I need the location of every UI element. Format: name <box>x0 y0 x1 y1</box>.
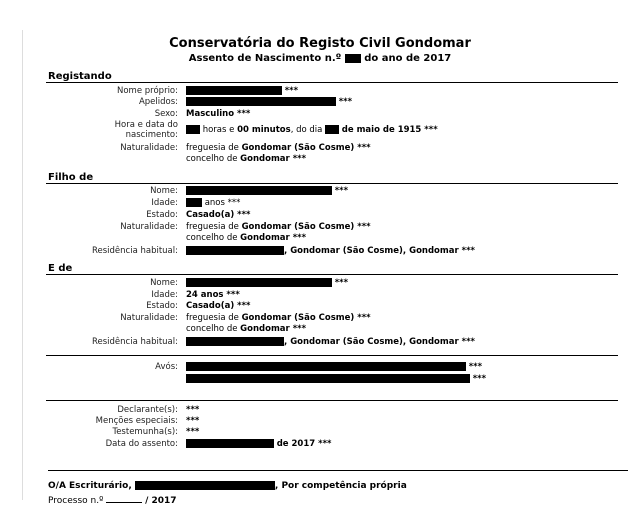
divider <box>46 82 618 83</box>
avos-line-1: *** <box>186 362 482 372</box>
hora-data-label-1: Hora e data do <box>114 120 178 130</box>
nome-proprio-label: Nome próprio: <box>117 86 178 96</box>
page-edge-shadow <box>22 30 23 500</box>
pai-residencia-value: , Gondomar (São Cosme), Gondomar *** <box>186 246 475 256</box>
naturalidade-concelho: concelho de Gondomar *** <box>186 154 307 164</box>
hora-data-label-2: nascimento: <box>125 130 178 140</box>
pai-idade-value: anos *** <box>186 198 240 208</box>
redaction-box <box>186 278 332 287</box>
pai-estado-value: Casado(a) *** <box>186 210 251 220</box>
declarantes-value: *** <box>186 405 200 415</box>
naturalidade-label: Naturalidade: <box>120 143 178 153</box>
mae-naturalidade-freguesia: freguesia de Gondomar (São Cosme) *** <box>186 313 371 323</box>
mae-idade-value: 24 anos *** <box>186 290 240 300</box>
section-registando: Registando <box>48 71 112 82</box>
redaction-box <box>135 481 275 490</box>
avos-line-2: *** <box>186 374 486 384</box>
mae-idade-label: Idade: <box>151 290 178 300</box>
subtitle-suffix: do ano de 2017 <box>364 53 452 64</box>
testemunhas-value: *** <box>186 427 200 437</box>
pai-nome-label: Nome: <box>150 186 178 196</box>
divider <box>46 183 618 184</box>
mae-naturalidade-label: Naturalidade: <box>120 313 178 323</box>
apelidos-value: *** <box>186 97 352 107</box>
pai-naturalidade-concelho: concelho de Gondomar *** <box>186 233 307 243</box>
section-e-de: E de <box>48 263 73 274</box>
pai-idade-label: Idade: <box>151 198 178 208</box>
divider <box>46 274 618 275</box>
mae-nome-label: Nome: <box>150 278 178 288</box>
mencoes-label: Menções especiais: <box>95 416 178 426</box>
redaction-box <box>325 125 339 134</box>
mae-nome-value: *** <box>186 278 348 288</box>
data-assento-label: Data do assento: <box>105 439 178 449</box>
pai-naturalidade-label: Naturalidade: <box>120 222 178 232</box>
redaction-box <box>186 125 200 134</box>
redaction-box <box>186 337 284 346</box>
redaction-box <box>186 97 336 106</box>
footer-divider <box>48 470 628 471</box>
declarantes-label: Declarante(s): <box>117 405 178 415</box>
hora-data-value: horas e 00 minutos, do dia de maio de 1915 *** <box>186 125 438 135</box>
testemunhas-label: Testemunha(s): <box>112 427 178 437</box>
naturalidade-freguesia: freguesia de Gondomar (São Cosme) *** <box>186 143 371 153</box>
pai-naturalidade-freguesia: freguesia de Gondomar (São Cosme) *** <box>186 222 371 232</box>
document-title: Conservatória do Registo Civil Gondomar <box>169 36 471 51</box>
divider <box>46 355 618 356</box>
pai-nome-value: *** <box>186 186 348 196</box>
data-assento-value: de 2017 *** <box>186 439 331 449</box>
redaction-box <box>186 86 282 95</box>
mae-estado-value: Casado(a) *** <box>186 301 251 311</box>
mae-residencia-label: Residência habitual: <box>91 337 178 347</box>
escriturario-line: O/A Escriturário, , Por competência própria <box>48 481 407 491</box>
sexo-value: Masculino *** <box>186 109 251 119</box>
avos-label: Avós: <box>155 362 178 372</box>
nome-proprio-value: *** <box>186 86 298 96</box>
processo-line: Processo n.º / 2017 <box>48 496 177 506</box>
mencoes-value: *** <box>186 416 200 426</box>
redaction-box <box>186 439 274 448</box>
pai-estado-label: Estado: <box>146 210 178 220</box>
redaction-box <box>345 54 361 63</box>
subtitle-prefix: Assento de Nascimento n.º <box>188 53 342 64</box>
section-filho-de: Filho de <box>48 172 94 183</box>
sexo-label: Sexo: <box>154 109 178 119</box>
document-subtitle <box>0 53 640 64</box>
redaction-box <box>186 198 202 207</box>
redaction-box <box>186 362 466 371</box>
mae-estado-label: Estado: <box>146 301 178 311</box>
divider <box>46 400 618 401</box>
mae-naturalidade-concelho: concelho de Gondomar *** <box>186 324 307 334</box>
mae-residencia-value: , Gondomar (São Cosme), Gondomar *** <box>186 337 475 347</box>
apelidos-label: Apelidos: <box>138 97 178 107</box>
redaction-box <box>186 246 284 255</box>
redaction-box <box>186 374 470 383</box>
redaction-box <box>186 186 332 195</box>
pai-residencia-label: Residência habitual: <box>91 246 178 256</box>
processo-blank <box>106 502 142 503</box>
